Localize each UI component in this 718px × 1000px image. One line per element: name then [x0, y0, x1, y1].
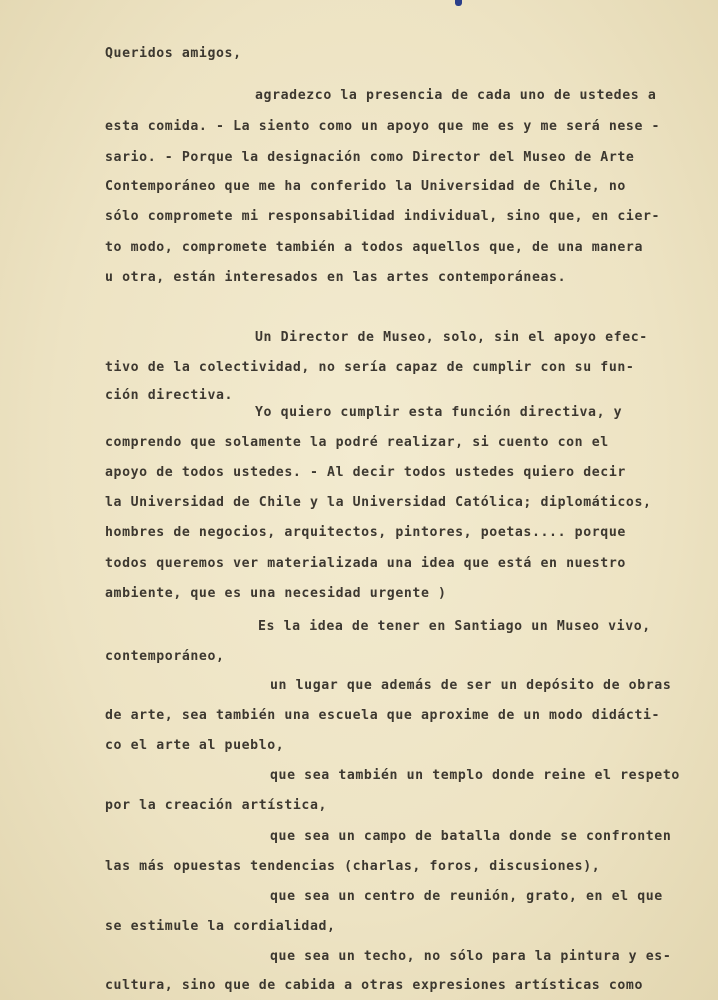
text-line: ción directiva. [105, 388, 234, 403]
text-line: por la creación artística, [105, 798, 328, 813]
text-line: que sea también un templo donde reine el respeto [270, 768, 680, 783]
text-line: todos queremos ver materializada una idea que está en nuestro [105, 556, 626, 571]
text-line: sario. - Porque la designación como Director del Museo de Arte [105, 150, 635, 165]
text-line: comprendo que solamente la podré realizar, si cuento con el [105, 435, 609, 450]
text-line: que sea un campo de batalla donde se confronten [270, 829, 672, 844]
text-line: hombres de negocios, arquitectos, pintores, poetas.... porque [105, 525, 626, 540]
text-line: la Universidad de Chile y la Universidad Católica; diplomáticos, [105, 495, 652, 510]
salutation: Queridos amigos, [105, 46, 242, 61]
text-line: Yo quiero cumplir esta función directiva, y [255, 405, 623, 420]
text-line: sólo compromete mi responsabilidad individual, sino que, en cier- [105, 209, 661, 224]
text-line: Un Director de Museo, solo, sin el apoyo efec- [255, 330, 648, 345]
text-line: Contemporáneo que me ha conferido la Universidad de Chile, no [105, 179, 626, 194]
text-line: cultura, sino que de cabida a otras expresiones artísticas como [105, 978, 643, 993]
text-line: se estimule la cordialidad, [105, 919, 336, 934]
text-line: las más opuestas tendencias (charlas, foros, discusiones), [105, 859, 601, 874]
text-line: que sea un centro de reunión, grato, en el que [270, 889, 663, 904]
text-line: co el arte al pueblo, [105, 738, 285, 753]
text-line: ambiente, que es una necesidad urgente ) [105, 586, 447, 601]
text-line: apoyo de todos ustedes. - Al decir todos ustedes quiero decir [105, 465, 626, 480]
ink-mark [455, 0, 462, 6]
text-line: agradezco la presencia de cada uno de ustedes a [255, 88, 657, 103]
text-line: contemporáneo, [105, 649, 225, 664]
text-line: Es la idea de tener en Santiago un Museo vivo, [258, 619, 651, 634]
text-line: de arte, sea también una escuela que aproxime de un modo didácti- [105, 708, 661, 723]
text-line: que sea un techo, no sólo para la pintura y es- [270, 949, 672, 964]
text-line: tivo de la colectividad, no sería capaz de cumplir con su fun- [105, 360, 635, 375]
text-line: u otra, están interesados en las artes contemporáneas. [105, 270, 567, 285]
text-line: un lugar que además de ser un depósito de obras [270, 678, 672, 693]
text-line: esta comida. - La siento como un apoyo que me es y me será nese - [105, 119, 661, 134]
text-line: to modo, compromete también a todos aquellos que, de una manera [105, 240, 643, 255]
